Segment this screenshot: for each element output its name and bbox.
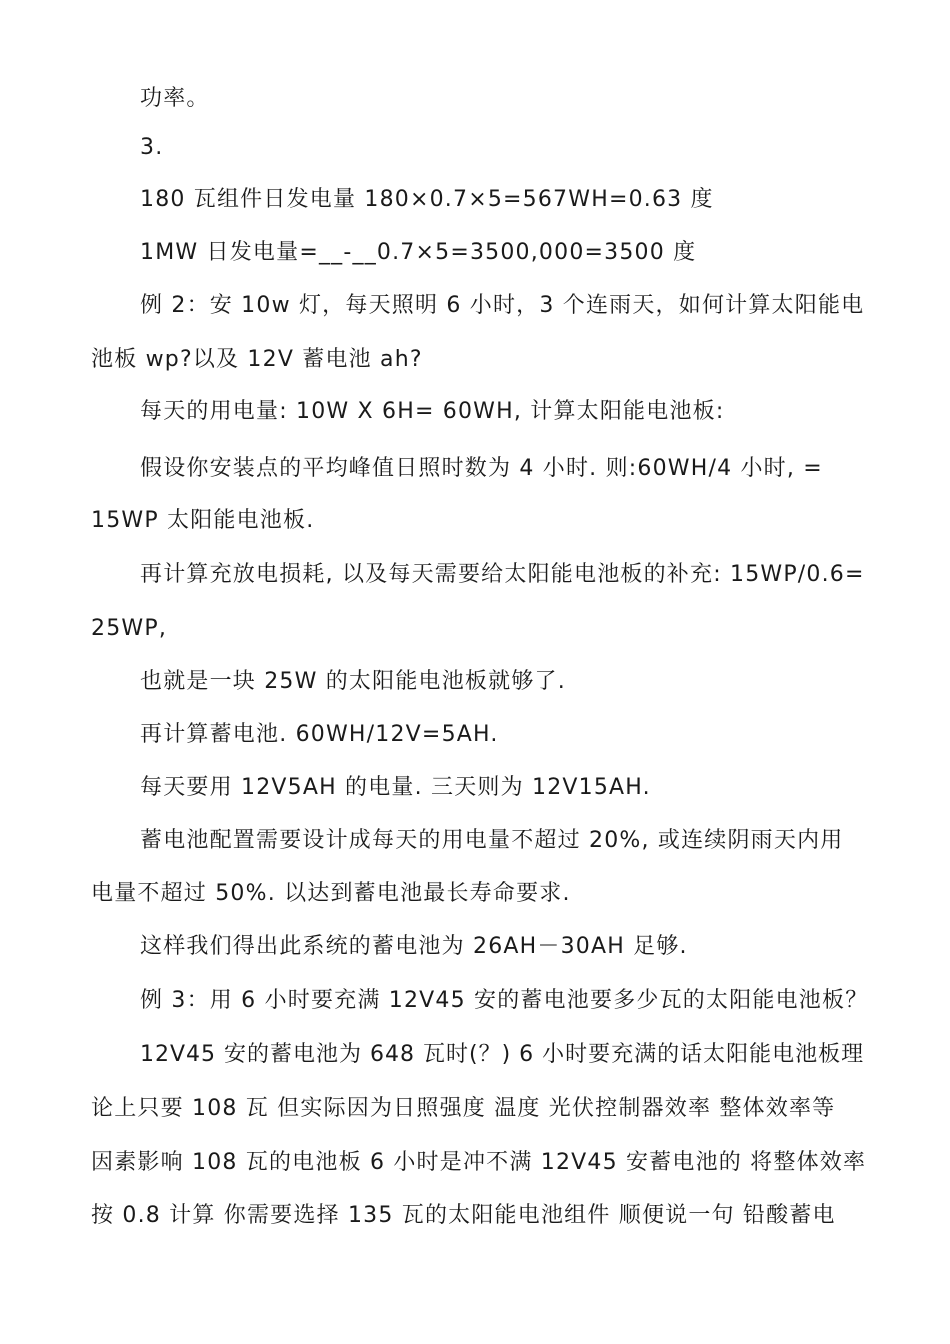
text-line: 1MW 日发电量=__-__0.7×5=3500,000=3500 度	[140, 240, 697, 265]
text-line: 这样我们得出此系统的蓄电池为 26AH－30AH 足够.	[140, 934, 688, 959]
text-line: 池板 wp?以及 12V 蓄电池 ah?	[91, 347, 423, 372]
text-line: 再计算充放电损耗, 以及每天需要给太阳能电池板的补充: 15WP/0.6=	[140, 562, 865, 587]
text-line: 也就是一块 25W 的太阳能电池板就够了.	[140, 669, 566, 694]
text-line: 例 3：用 6 小时要充满 12V45 安的蓄电池要多少瓦的太阳能电池板？	[140, 988, 869, 1013]
text-line: 功率。	[140, 86, 210, 111]
text-line: 每天的用电量: 10W X 6H= 60WH, 计算太阳能电池板:	[140, 399, 725, 424]
text-line: 假设你安装点的平均峰值日照时数为 4 小时. 则:60WH/4 小时, =	[140, 456, 823, 481]
text-line: 15WP 太阳能电池板.	[91, 508, 315, 533]
text-line: 蓄电池配置需要设计成每天的用电量不超过 20%, 或连续阴雨天内用	[140, 828, 844, 853]
text-line: 电量不超过 50%. 以达到蓄电池最长寿命要求.	[91, 881, 571, 906]
text-line: 每天要用 12V5AH 的电量. 三天则为 12V15AH.	[140, 775, 651, 800]
text-line: 180 瓦组件日发电量 180×0.7×5=567WH=0.63 度	[140, 187, 714, 212]
text-line: 25WP,	[91, 616, 168, 641]
text-line: 12V45 安的蓄电池为 648 瓦时(？) 6 小时要充满的话太阳能电池板理	[140, 1042, 865, 1067]
text-line: 3.	[140, 135, 164, 160]
text-line: 按 0.8 计算 你需要选择 135 瓦的太阳能电池组件 顺便说一句 铅酸蓄电	[91, 1203, 836, 1228]
text-line: 再计算蓄电池. 60WH/12V=5AH.	[140, 722, 499, 747]
text-line: 因素影响 108 瓦的电池板 6 小时是冲不满 12V45 安蓄电池的 将整体效率	[91, 1150, 867, 1175]
text-line: 例 2：安 10w 灯，每天照明 6 小时，3 个连雨天，如何计算太阳能电	[140, 293, 865, 318]
text-line: 论上只要 108 瓦 但实际因为日照强度 温度 光伏控制器效率 整体效率等	[91, 1096, 836, 1121]
